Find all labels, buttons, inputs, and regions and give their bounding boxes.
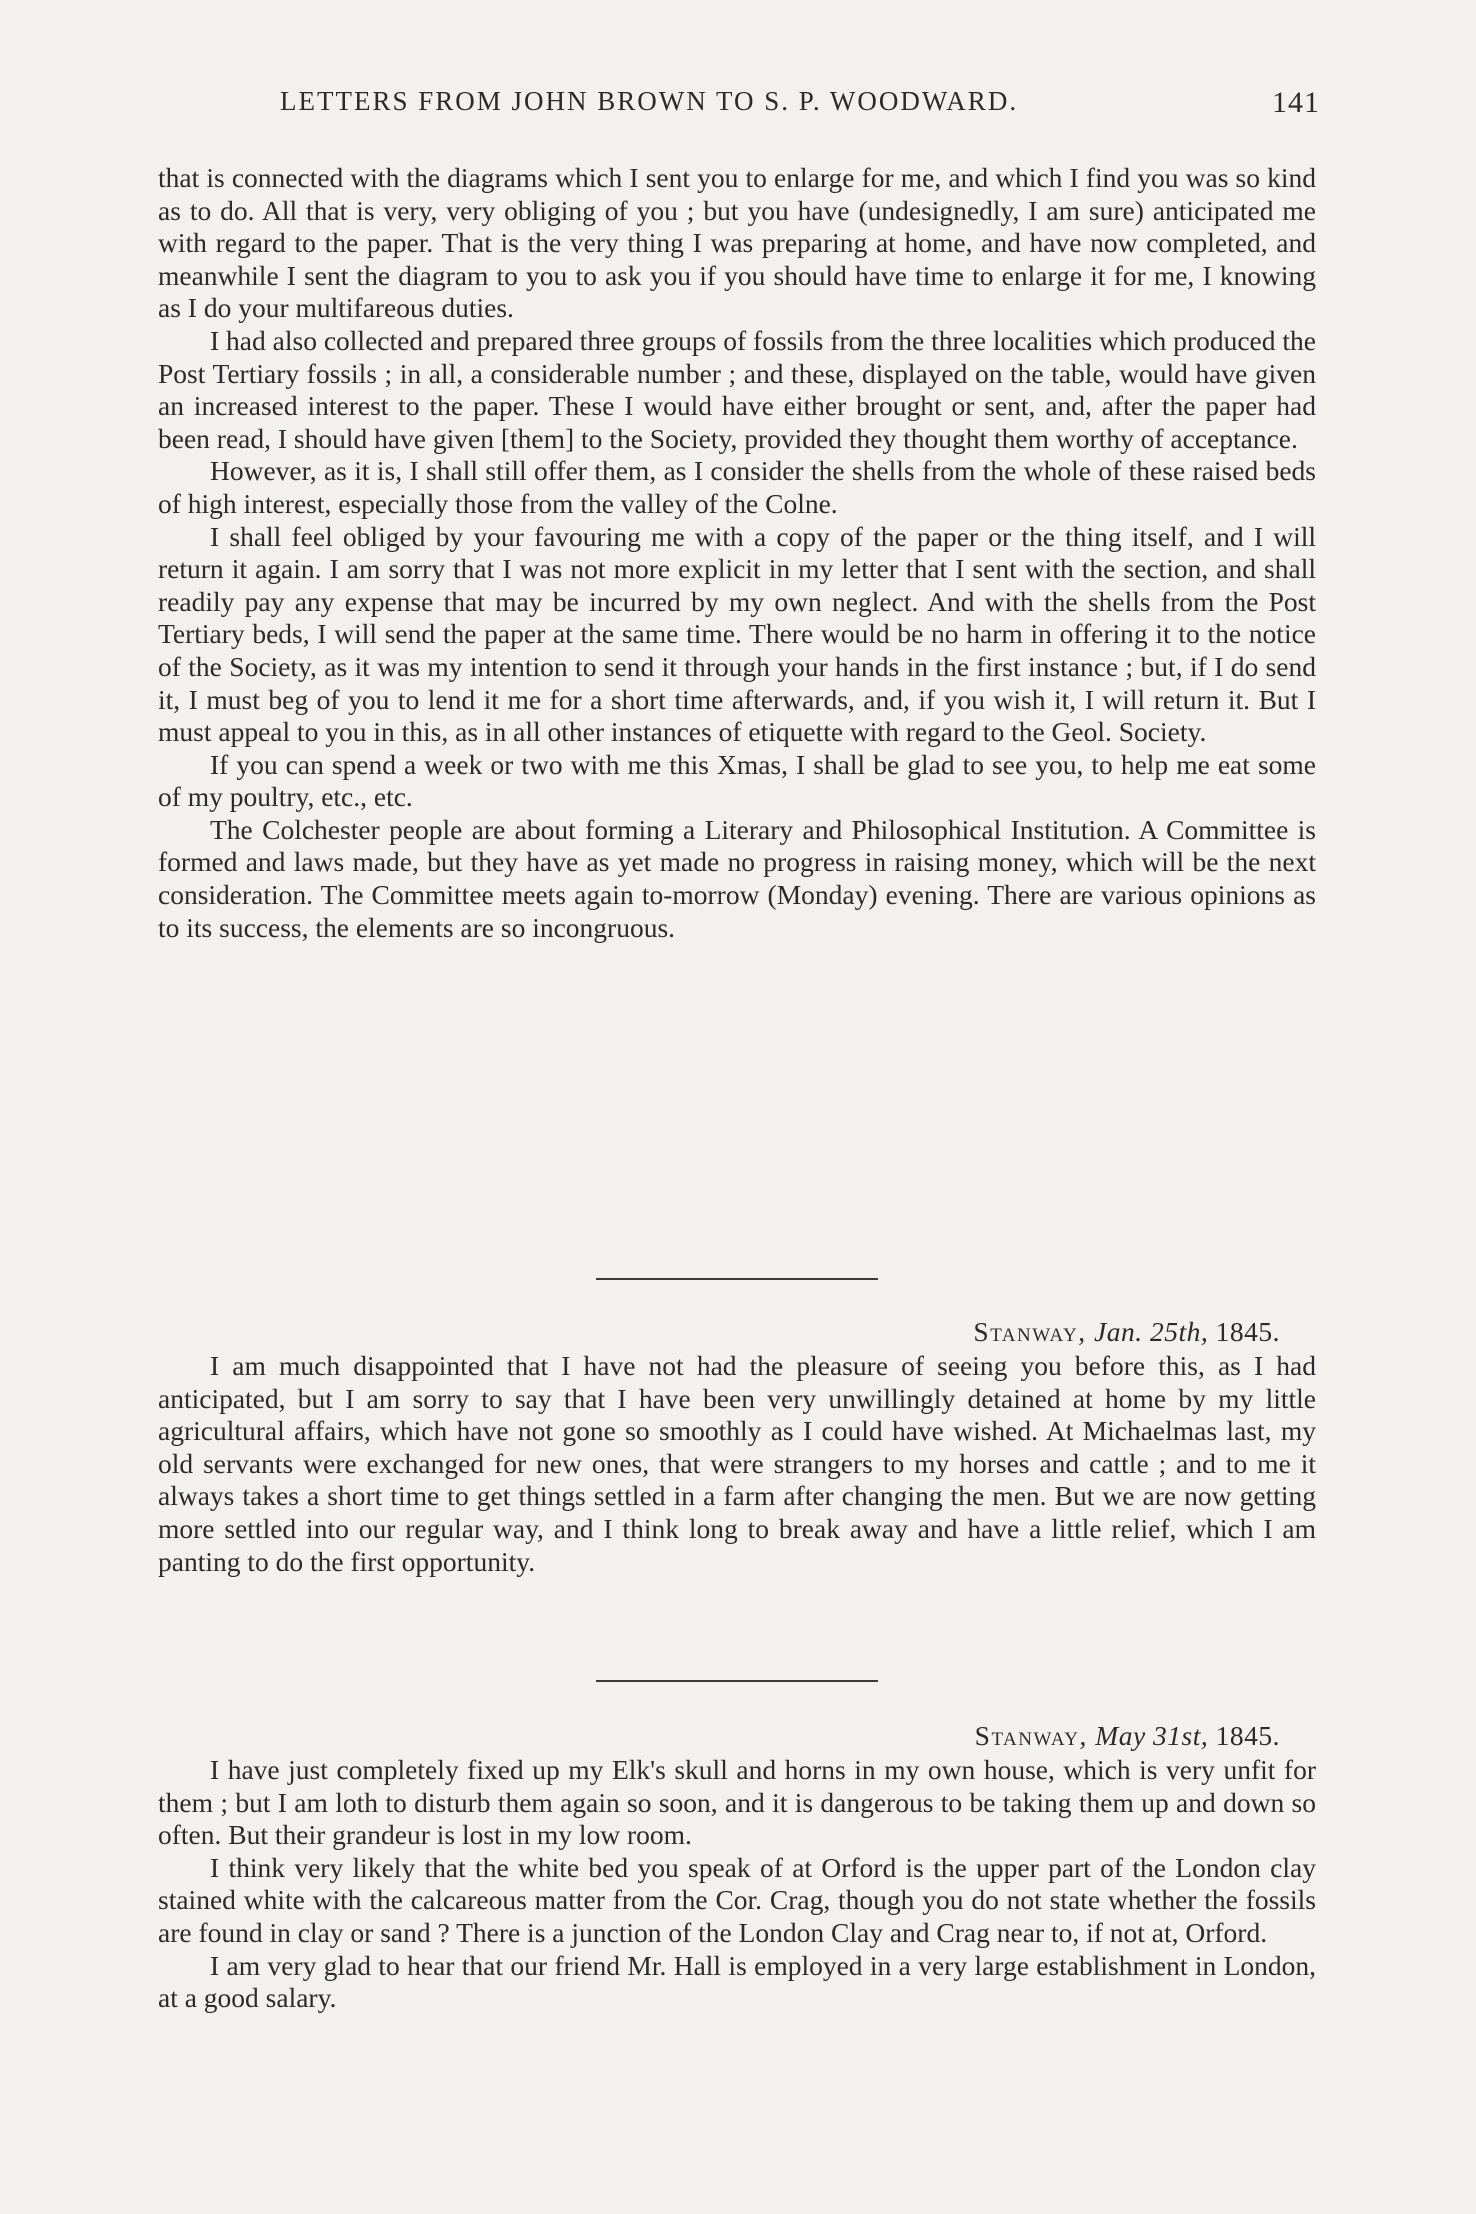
paragraph: I am much disappointed that I have not had the pleasure of seeing you before this, as I had anticipated, but I am sorry to say that I have been very unwillingly detained at home by my little agricultural affairs, which have not gone so smoothly as I could have wished. At Michaelmas last, my old servants were exchanged for new ones, that were strangers to my horses and cattle ; and to me it always takes a short time to get things settled in a farm after changing the men. But we are now getting more settled into our regular way, and I think long to break away and have a little relief, which I am panting to do the first opportunity. (158, 1350, 1316, 1577)
dateline-place: Stanway, (974, 1720, 1088, 1751)
letter-continuation (158, 162, 1316, 944)
dateline-place: Stanway, (973, 1316, 1087, 1347)
paragraph: I had also collected and prepared three groups of fossils from the three localities which produced the Post Tertiary fossils ; in all, a considerable number ; and these, displayed on the table, would have given an increased interest to the paper. These I would have either brought or sent, and, after the paper had been read, I should have given [them] to the Society, provided they thought them worthy of acceptance. (158, 324, 1316, 454)
letter-body (158, 1754, 1316, 2015)
dateline (975, 1720, 1280, 1752)
paragraph: I am very glad to hear that our friend Mr. Hall is employed in a very large establishment in London, at a good salary. (158, 1949, 1316, 2014)
dateline-date: Jan. 25th, (1094, 1316, 1209, 1347)
paragraph: The Colchester people are about forming a Literary and Philosophical Institution. A Committee is formed and laws made, but they have as yet made no progress in raising money, which will be the next consideration. The Committee meets again to-morrow (Monday) evening. There are various opinions as to its success, the elements are so incongruous. (158, 813, 1316, 943)
page-number: 141 (1272, 86, 1320, 119)
paragraph: If you can spend a week or two with me this Xmas, I shall be glad to see you, to help me eat some of my poultry, etc., etc. (158, 748, 1316, 813)
section-divider (596, 1680, 878, 1682)
running-header (160, 86, 1320, 126)
paragraph: I have just completely fixed up my Elk's skull and horns in my own house, which is very unfit for them ; but I am loth to disturb them again so soon, and it is dangerous to be taking them up and down so often. But their grandeur is lost in my low room. (158, 1754, 1316, 1851)
section-divider (596, 1278, 878, 1280)
letter-body (158, 1350, 1316, 1578)
dateline (973, 1316, 1280, 1348)
dateline-date: May 31st, (1095, 1720, 1209, 1751)
paragraph: However, as it is, I shall still offer them, as I consider the shells from the whole of these raised beds of high interest, especially those from the valley of the Colne. (158, 455, 1316, 519)
running-title: LETTERS FROM JOHN BROWN TO S. P. WOODWARD. (280, 86, 1019, 116)
dateline-year: 1845. (1215, 1316, 1280, 1347)
paragraph: that is connected with the diagrams which I sent you to enlarge for me, and which I find you was so kind as to do. All that is very, very obliging of you ; but you have (undesignedly, I am sure) anticipated me with regard to the paper. That is the very thing I was preparing at home, and have now completed, and meanwhile I sent the diagram to you to ask you if you should have time to enlarge it for me, I knowing as I do your multifareous duties. (158, 162, 1316, 324)
paragraph: I shall feel obliged by your favouring me with a copy of the paper or the thing itself, and I will return it again. I am sorry that I was not more explicit in my letter that I sent with the section, and shall readily pay any expense that may be incurred by my own neglect. And with the shells from the Post Tertiary beds, I will send the paper at the same time. There would be no harm in offering it to the notice of the Society, as it was my intention to send it through your hands in the first instance ; but, if I do send it, I must beg of you to lend it me for a short time afterwards, and, if you wish it, I will return it. But I must appeal to you in this, as in all other instances of etiquette with regard to the Geol. Society. (158, 520, 1316, 748)
paragraph: I think very likely that the white bed you speak of at Orford is the upper part of the London clay stained white with the calcareous matter from the Cor. Crag, though you do not state whether the fossils are found in clay or sand ? There is a junction of the London Clay and Crag near to, if not at, Orford. (158, 1851, 1316, 1948)
dateline-year: 1845. (1215, 1720, 1280, 1751)
